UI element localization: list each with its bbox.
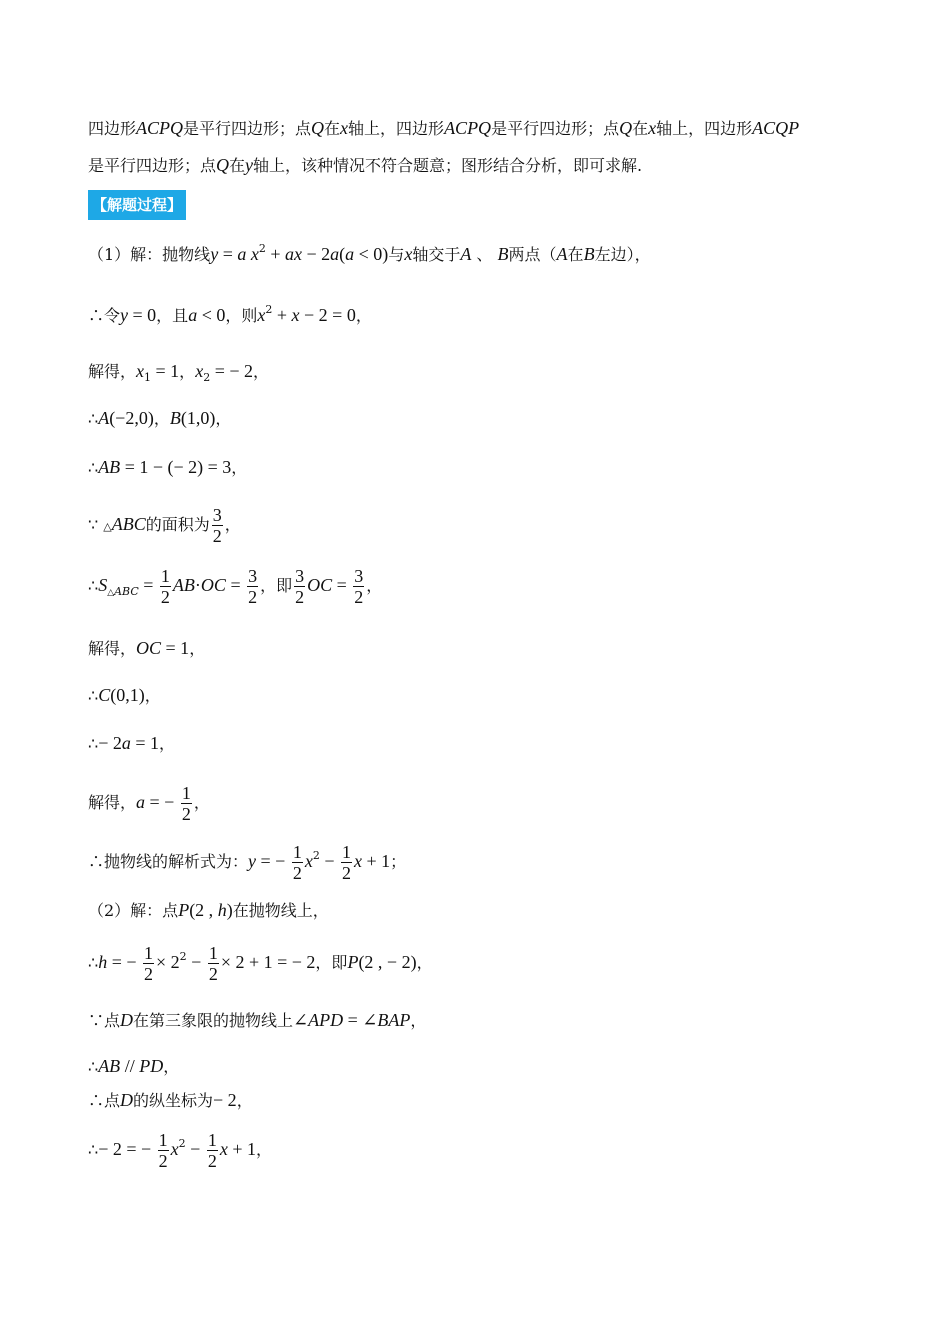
section-badge: 【解题过程】: [88, 190, 186, 220]
intro-line-2: 是平行四边形；点Q在y轴上，该种情况不符合题意；图形结合分析，即可求解.: [88, 155, 643, 175]
step-12: ∴抛物线的解析式为：y = − $\frac{1}{2}$ $x^2$ − $\frac{1}{2}$ x + 1；: [88, 842, 407, 883]
step-11: 解得，a = − $\frac{1}{2}$ ，: [88, 783, 210, 824]
step-6: ∵ △ABC的面积为 $\frac{3}{2}$ ，: [88, 505, 241, 546]
intro-line-1: 四边形ACPQ是平行四边形；点Q在x轴上，四边形ACPQ是平行四边形；点Q在x轴上，四边形ACQP: [88, 118, 800, 138]
step-4: ∴A(−2,0)，B(1,0)，: [88, 408, 232, 428]
step-18: ∴− 2 = − $\frac{1}{2}$ $x^2$ − $\frac{1}{2}$ x + 1，: [88, 1130, 272, 1171]
step-10: ∴− 2a = 1，: [88, 733, 176, 753]
step-13: （2）解：点P(2 , h)在抛物线上，: [88, 900, 329, 920]
step-17: ∴点D的纵坐标为− 2，: [88, 1090, 253, 1110]
step-2: ∴令y = 0，且a < 0，则$x^2 + x - 2 = 0$，: [88, 303, 372, 325]
step-14: ∴h = − $\frac{1}{2}$ × $2^2$ − $\frac{1}{2}$ × 2 + 1 = − 2，即P(2 , − 2)，: [88, 943, 433, 984]
step-15: ∵点D在第三象限的抛物线上∠APD = ∠BAP，: [88, 1010, 427, 1030]
step-1: （1）解：抛物线y = a $x^2$ + ax − 2a(a < 0)与x轴交于A 、 B两点（A在B左边），: [88, 242, 651, 264]
step-9: ∴C(0,1)，: [88, 685, 161, 705]
step-7: $\therefore S_{\triangle ABC}$ = $\frac{1}{2}$ AB·OC = $\frac{3}{2}$ ，即 $\frac{3}{2}$ OC = $\frac{3}{2}$ ，: [88, 566, 383, 607]
step-3: 解得，$x_1 = 1$，$x_2$ = − 2，: [88, 361, 270, 384]
step-16: ∴AB // PD，: [88, 1056, 180, 1076]
step-8: 解得，OC = 1，: [88, 638, 206, 658]
step-5: ∴AB = 1 − (− 2) = 3，: [88, 457, 248, 477]
